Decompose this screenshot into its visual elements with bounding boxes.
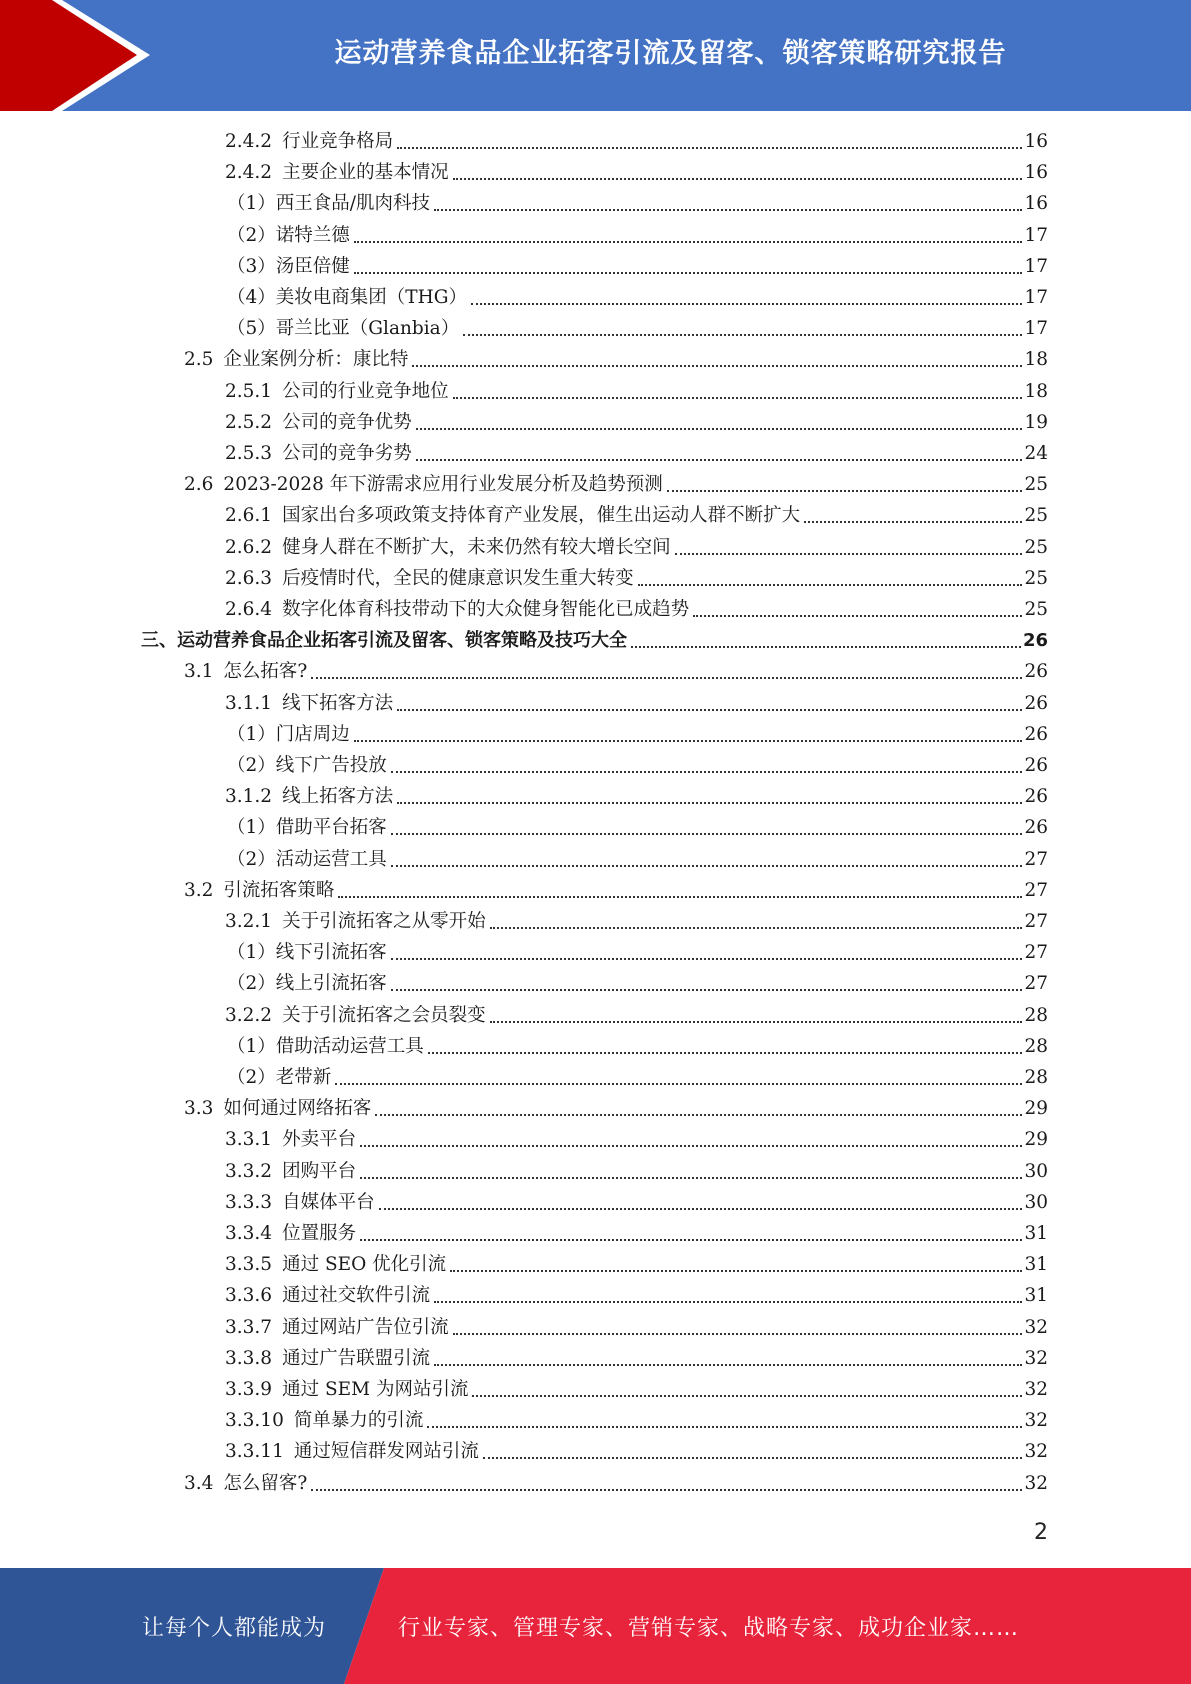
toc-entry-page: 32 <box>1024 1472 1048 1494</box>
toc-entry-number: 2.6.2 <box>225 536 273 558</box>
toc-dot-leader <box>360 1145 1022 1147</box>
toc-dot-leader <box>471 303 1022 305</box>
toc-entry-number: （2） <box>227 973 276 995</box>
toc-entry-title: 借助活动运营工具 <box>275 1035 424 1057</box>
toc-entry-title: 公司的行业竞争地位 <box>282 380 449 402</box>
toc-dot-leader <box>338 896 1022 898</box>
toc-dot-leader <box>412 365 1022 367</box>
report-title: 运动营养食品企业拓客引流及留客、锁客策略研究报告 <box>334 37 1007 69</box>
toc-entry-number: 3.3.2 <box>225 1160 273 1182</box>
toc-entry-number: 2.6.3 <box>225 567 273 589</box>
toc-entry-page: 25 <box>1024 505 1048 527</box>
toc-entry[interactable] <box>225 1375 1048 1401</box>
toc-entry-page: 18 <box>1024 380 1048 402</box>
toc-entry-number: 3.2.2 <box>225 1004 273 1026</box>
toc-entry-title: 通过短信群发网站引流 <box>293 1441 479 1463</box>
toc-entry[interactable] <box>225 1157 1048 1183</box>
toc-entry-title: 位置服务 <box>282 1223 357 1244</box>
toc-entry-title: 活动运营工具 <box>275 848 387 870</box>
toc-dot-leader <box>434 209 1022 211</box>
toc-entry-number: （2） <box>227 755 276 776</box>
toc-entry[interactable] <box>225 1188 1048 1214</box>
toc-entry-page: 17 <box>1024 255 1048 277</box>
toc-entry[interactable] <box>227 813 1048 839</box>
toc-entry[interactable] <box>227 283 1048 309</box>
toc-entry-page: 29 <box>1024 1098 1048 1120</box>
toc-entry-title: 简单暴力的引流 <box>293 1410 424 1432</box>
toc-entry-page: 16 <box>1024 162 1048 184</box>
toc-entry-page: 17 <box>1024 318 1048 340</box>
toc-entry-page: 26 <box>1024 692 1048 714</box>
toc-dot-leader <box>631 646 1021 648</box>
toc-dot-leader <box>453 1333 1023 1335</box>
toc-entry[interactable] <box>225 1313 1048 1339</box>
toc-entry-page: 18 <box>1024 349 1048 371</box>
toc-entry-page: 26 <box>1022 630 1048 652</box>
footer-slogan-left: 让每个人都能成为 <box>142 1615 327 1641</box>
toc-entry-page: 27 <box>1024 879 1048 901</box>
toc-entry-page: 32 <box>1024 1410 1048 1432</box>
toc-entry-number: 3.1.1 <box>225 692 273 714</box>
toc-dot-leader <box>397 147 1022 149</box>
toc-entry[interactable] <box>227 938 1048 964</box>
toc-dot-leader <box>638 584 1023 586</box>
toc-entry-title: 行业竞争格局 <box>282 131 394 152</box>
toc-dot-leader <box>416 428 1023 430</box>
toc-entry[interactable] <box>184 470 1048 496</box>
red-arrow-decoration <box>0 0 160 111</box>
toc-entry-page: 26 <box>1024 723 1048 745</box>
toc-entry-number: 3.3.7 <box>225 1316 273 1338</box>
toc-dot-leader <box>360 1177 1022 1179</box>
toc-entry-page: 16 <box>1024 131 1048 152</box>
toc-dot-leader <box>483 1457 1023 1459</box>
toc-entry[interactable] <box>225 501 1048 527</box>
toc-entry[interactable] <box>225 1406 1048 1432</box>
toc-entry[interactable] <box>227 1032 1048 1058</box>
toc-entry-title: 后疫情时代，全民的健康意识发生重大转变 <box>282 567 634 589</box>
toc-entry-page: 26 <box>1024 817 1048 839</box>
toc-entry[interactable] <box>227 720 1048 746</box>
toc-dot-leader <box>427 1426 1022 1428</box>
toc-entry-title: 汤臣倍健 <box>275 255 350 277</box>
toc-entry-page: 26 <box>1024 755 1048 776</box>
toc-dot-leader <box>391 958 1023 960</box>
toc-dot-leader <box>472 1395 1022 1397</box>
toc-entry[interactable] <box>225 595 1048 621</box>
toc-entry[interactable] <box>184 657 1048 683</box>
toc-entry-number: （1） <box>227 942 276 964</box>
toc-entry-number: （1） <box>227 1035 276 1057</box>
toc-entry-page: 17 <box>1024 287 1048 308</box>
toc-entry-page: 26 <box>1024 661 1048 683</box>
toc-entry-title: 线下拓客方法 <box>282 692 394 714</box>
toc-entry-title: 西王食品/肌肉科技 <box>275 193 431 215</box>
toc-entry[interactable] <box>227 189 1048 215</box>
toc-entry-page: 29 <box>1024 1129 1048 1151</box>
toc-entry-number: 3.3.3 <box>225 1191 273 1213</box>
toc-dot-leader <box>391 865 1023 867</box>
toc-entry-page: 25 <box>1024 536 1048 558</box>
toc-dot-leader <box>453 178 1023 180</box>
toc-dot-leader <box>490 927 1023 929</box>
toc-entry[interactable] <box>227 845 1048 871</box>
toc-entry-number: 3.2 <box>184 879 214 901</box>
toc-entry[interactable] <box>227 751 1048 777</box>
toc-entry-number: （2） <box>227 848 276 870</box>
toc-entry-page: 25 <box>1024 599 1048 620</box>
toc-entry-number: 2.6 <box>184 474 214 496</box>
toc-entry-page: 32 <box>1024 1441 1048 1463</box>
toc-entry-title: 怎么留客? <box>223 1472 308 1494</box>
toc-dot-leader <box>490 1021 1023 1023</box>
toc-entry[interactable] <box>225 1001 1048 1027</box>
toc-entry-title: 运动营养食品企业拓客引流及留客、锁客策略及技巧大全 <box>177 630 627 652</box>
toc-dot-leader <box>391 989 1023 991</box>
toc-dot-leader <box>397 709 1022 711</box>
toc-entry-number: 3.4 <box>184 1472 214 1494</box>
toc-entry-number: 3.1 <box>184 661 214 683</box>
toc-entry-page: 17 <box>1024 224 1048 246</box>
toc-entry-title: 如何通过网络拓客 <box>223 1098 372 1120</box>
toc-entry-title: 外卖平台 <box>282 1129 357 1151</box>
toc-dot-leader <box>354 241 1023 243</box>
toc-entry[interactable] <box>184 876 1048 902</box>
page-number: 2 <box>1034 1520 1048 1545</box>
toc-entry-number: 3.1.2 <box>225 786 273 808</box>
toc-entry[interactable] <box>225 1437 1048 1463</box>
toc-dot-leader <box>311 677 1022 679</box>
toc-dot-leader <box>354 272 1023 274</box>
page-footer <box>0 1568 1191 1684</box>
toc-entry-number: 3.3.11 <box>225 1441 284 1463</box>
toc-entry-number: 2.4.2 <box>225 162 273 184</box>
toc-entry-number: 3.2.1 <box>225 911 273 932</box>
toc-entry-title: 团购平台 <box>282 1160 357 1182</box>
toc-entry[interactable] <box>227 221 1048 247</box>
toc-entry[interactable] <box>184 1469 1048 1495</box>
toc-dot-leader <box>434 1364 1022 1366</box>
toc-entry-title: 通过广告联盟引流 <box>282 1347 431 1369</box>
toc-entry-number: 3.3.4 <box>225 1223 273 1244</box>
toc-dot-leader <box>391 771 1023 773</box>
toc-entry-page: 30 <box>1024 1191 1048 1213</box>
toc-dot-leader <box>375 1114 1022 1116</box>
toc-dot-leader <box>463 334 1022 336</box>
toc-dot-leader <box>428 1052 1023 1054</box>
toc-dot-leader <box>416 459 1023 461</box>
toc-entry-title: 通过 SEO 优化引流 <box>282 1254 447 1276</box>
toc-entry-title: 公司的竞争劣势 <box>282 443 412 464</box>
toc-entry-page: 32 <box>1024 1316 1048 1338</box>
toc-entry-title: 健身人群在不断扩大，未来仍然有较大增长空间 <box>282 536 671 558</box>
toc-entry-number: （2） <box>227 224 276 246</box>
toc-entry-page: 28 <box>1024 1035 1048 1057</box>
toc-entry-page: 32 <box>1024 1379 1048 1400</box>
toc-entry-number: （1） <box>227 817 276 839</box>
toc-entry[interactable] <box>227 252 1048 278</box>
toc-entry-number: 2.5 <box>184 349 214 371</box>
toc-dot-leader <box>354 740 1023 742</box>
toc-entry[interactable] <box>225 377 1048 403</box>
toc-entry[interactable] <box>225 408 1048 434</box>
toc-dot-leader <box>453 397 1023 399</box>
toc-dot-leader <box>397 802 1022 804</box>
toc-entry-page: 27 <box>1024 848 1048 870</box>
toc-entry[interactable] <box>225 533 1048 559</box>
toc-entry[interactable] <box>141 626 1048 652</box>
toc-entry-number: 3.3.8 <box>225 1347 273 1369</box>
toc-entry[interactable] <box>225 689 1048 715</box>
toc-entry-title: 线下广告投放 <box>275 755 387 776</box>
toc-entry[interactable] <box>227 1063 1048 1089</box>
toc-entry-page: 26 <box>1024 786 1048 808</box>
toc-entry-title: 线下引流拓客 <box>275 942 387 964</box>
toc-entry[interactable] <box>225 782 1048 808</box>
toc-entry-page: 31 <box>1024 1254 1048 1276</box>
toc-entry-page: 32 <box>1024 1347 1048 1369</box>
toc-dot-leader <box>667 490 1023 492</box>
toc-entry-number: 三、 <box>141 630 177 652</box>
toc-entry-title: 诺特兰德 <box>275 224 350 246</box>
page-header <box>0 0 1191 111</box>
toc-entry-number: 3.3 <box>184 1098 214 1120</box>
toc-entry-title: 借助平台拓客 <box>275 817 387 839</box>
toc-entry-title: 国家出台多项政策支持体育产业发展，催生出运动人群不断扩大 <box>282 505 801 527</box>
toc-entry-page: 16 <box>1024 193 1048 215</box>
toc-entry-title: 怎么拓客? <box>223 661 308 683</box>
toc-dot-leader <box>360 1239 1022 1241</box>
toc-entry[interactable] <box>225 1281 1048 1307</box>
toc-dot-leader <box>379 1208 1023 1210</box>
toc-entry-title: 自媒体平台 <box>282 1191 375 1213</box>
toc-entry[interactable] <box>225 564 1048 590</box>
toc-entry-number: （1） <box>227 193 276 215</box>
toc-entry[interactable] <box>225 1250 1048 1276</box>
toc-entry-number: （4） <box>227 287 276 308</box>
toc-entry-number: 3.3.1 <box>225 1129 273 1151</box>
toc-entry[interactable] <box>227 314 1048 340</box>
toc-entry[interactable] <box>225 439 1048 465</box>
toc-entry-page: 30 <box>1024 1160 1048 1182</box>
toc-entry-page: 19 <box>1024 411 1048 433</box>
toc-entry-title: 老带新 <box>275 1067 332 1088</box>
toc-entry-page: 27 <box>1024 942 1048 964</box>
toc-entry-page: 25 <box>1024 567 1048 589</box>
toc-dot-leader <box>311 1489 1022 1491</box>
footer-slogan-right: 行业专家、管理专家、营销专家、战略专家、成功企业家…… <box>398 1615 1020 1641</box>
toc-entry-number: 2.5.3 <box>225 443 273 464</box>
toc-entry-page: 28 <box>1024 1067 1048 1088</box>
toc-entry-number: 3.3.5 <box>225 1254 273 1276</box>
toc-dot-leader <box>804 521 1022 523</box>
toc-entry-title: 通过社交软件引流 <box>282 1285 431 1307</box>
toc-dot-leader <box>693 615 1022 617</box>
toc-entry-number: 2.6.4 <box>225 599 273 620</box>
toc-entry-page: 31 <box>1024 1223 1048 1244</box>
toc-entry-number: 2.5.1 <box>225 380 273 402</box>
toc-entry-title: 美妆电商集团（THG） <box>275 287 468 308</box>
toc-dot-leader <box>450 1270 1022 1272</box>
toc-entry-number: 3.3.9 <box>225 1379 273 1400</box>
toc-entry-page: 31 <box>1024 1285 1048 1307</box>
toc-entry-page: 28 <box>1024 1004 1048 1026</box>
toc-entry-title: 引流拓客策略 <box>223 879 335 901</box>
toc-entry-number: 3.3.6 <box>225 1285 273 1307</box>
toc-entry-title: 企业案例分析：康比特 <box>223 349 409 371</box>
toc-entry-title: 关于引流拓客之从零开始 <box>282 911 486 932</box>
toc-entry[interactable] <box>227 969 1048 995</box>
toc-entry[interactable] <box>225 1125 1048 1151</box>
toc-entry-title: 通过网站广告位引流 <box>282 1316 449 1338</box>
toc-entry-title: 2023-2028 年下游需求应用行业发展分析及趋势预测 <box>223 474 663 496</box>
toc-entry-number: （5） <box>227 318 276 340</box>
toc-entry[interactable] <box>225 1219 1048 1245</box>
toc-entry-title: 线上引流拓客 <box>275 973 387 995</box>
toc-entry-title: 线上拓客方法 <box>282 786 394 808</box>
toc-dot-leader <box>675 553 1023 555</box>
toc-entry[interactable] <box>225 127 1048 153</box>
toc-entry-number: 2.6.1 <box>225 505 273 527</box>
toc-entry-title: 通过 SEM 为网站引流 <box>282 1379 469 1400</box>
toc-entry[interactable] <box>184 345 1048 371</box>
toc-entry-page: 24 <box>1024 443 1048 464</box>
toc-entry-number: （2） <box>227 1067 276 1088</box>
toc-entry-number: 2.4.2 <box>225 131 273 152</box>
toc-entry-title: 门店周边 <box>275 723 350 745</box>
toc-entry-title: 关于引流拓客之会员裂变 <box>282 1004 486 1026</box>
toc-dot-leader <box>391 833 1023 835</box>
toc-entry-title: 数字化体育科技带动下的大众健身智能化已成趋势 <box>282 599 690 620</box>
toc-entry-number: （3） <box>227 255 276 277</box>
toc-entry-page: 27 <box>1024 973 1048 995</box>
toc-entry-number: 2.5.2 <box>225 411 273 433</box>
toc-entry[interactable] <box>184 1094 1048 1120</box>
toc-entry-title: 公司的竞争优势 <box>282 411 412 433</box>
toc-entry[interactable] <box>225 907 1048 933</box>
toc-entry-page: 25 <box>1024 474 1048 496</box>
toc-entry[interactable] <box>225 1344 1048 1370</box>
toc-entry[interactable] <box>225 158 1048 184</box>
toc-entry-title: 主要企业的基本情况 <box>282 162 449 184</box>
toc-dot-leader <box>335 1083 1022 1085</box>
toc-entry-title: 哥兰比亚（Glanbia） <box>275 318 460 340</box>
toc-entry-page: 27 <box>1024 911 1048 932</box>
toc-entry-number: （1） <box>227 723 276 745</box>
toc-entry-number: 3.3.10 <box>225 1410 284 1432</box>
toc-dot-leader <box>434 1301 1022 1303</box>
